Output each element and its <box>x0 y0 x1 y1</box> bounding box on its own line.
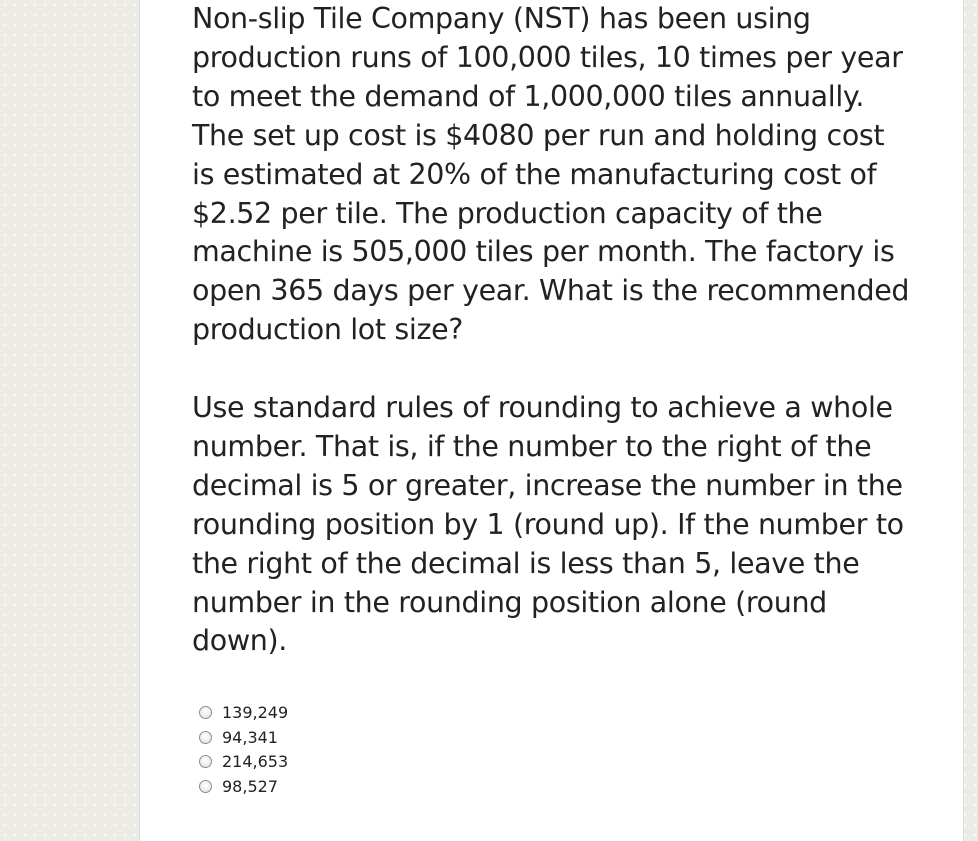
answer-option-3[interactable] <box>199 749 288 774</box>
answer-option-label: 98,527 <box>222 776 278 796</box>
question-card <box>139 0 964 841</box>
answer-option-label: 94,341 <box>222 727 278 747</box>
radio-button-icon[interactable] <box>199 780 212 793</box>
answer-option-4[interactable] <box>199 774 288 799</box>
paragraph-spacer <box>192 350 912 389</box>
answer-option-1[interactable] <box>199 700 288 725</box>
radio-button-icon[interactable] <box>199 706 212 719</box>
answer-option-label: 139,249 <box>222 702 289 722</box>
radio-button-icon[interactable] <box>199 755 212 768</box>
radio-button-icon[interactable] <box>199 731 212 744</box>
answer-options <box>199 700 288 799</box>
question-text <box>192 0 912 661</box>
question-paragraph-2: Use standard rules of rounding to achieve a whole number. That is, if the number to the right of the decimal is 5 or greater, increase the number in the rounding position by 1 (round up). If the number to the right of the decimal is less than 5, leave the number in the rounding position alone (round down). <box>192 391 904 658</box>
answer-option-label: 214,653 <box>222 752 289 772</box>
question-paragraph-1: Non-slip Tile Company (NST) has been using production runs of 100,000 tiles, 10 times per year to meet the demand of 1,000,000 tiles annually. The set up cost is $4080 per run and holding cost is estimated at 20% of the manufacturing cost of $2.52 per tile. The production capacity of the machine is 505,000 tiles per month. The factory is open 365 days per year. What is the recommended production lot size? <box>192 2 910 347</box>
answer-option-2[interactable] <box>199 725 288 750</box>
